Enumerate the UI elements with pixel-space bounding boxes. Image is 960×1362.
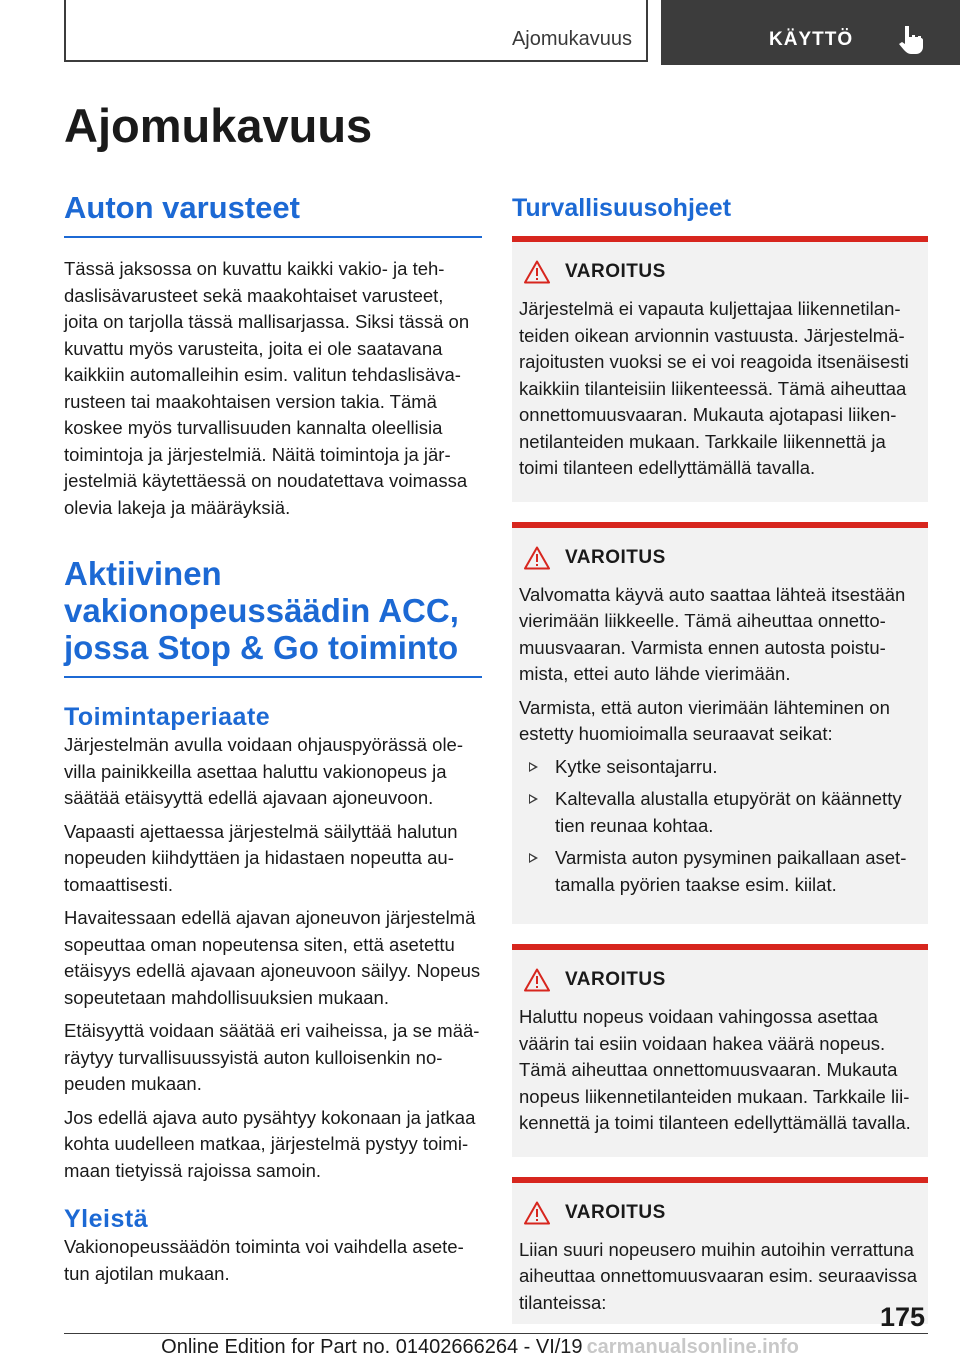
chapter-tab: [64, 0, 648, 62]
heading-principle: Toimintaperiaate: [64, 703, 271, 731]
right-column: [512, 190, 928, 1324]
warning-title: VAROITUS: [565, 969, 666, 990]
heading-safety: Turvallisuusohjeet: [512, 194, 732, 222]
heading-equipment: Auton varusteet: [64, 190, 482, 238]
warning-title: VAROITUS: [565, 1201, 666, 1223]
warning-text: Liian suuri nopeusero muihin autoihin verrattuna aiheuttaa onnettomuusvaaran esim. seuraavissa tilanteissa:: [519, 1238, 917, 1313]
warning-box: [512, 236, 928, 502]
warning-text: Haluttu nopeus voidaan vahingossa asettaa väärin tai esiin voidaan hakea väärä nopeus. Tämä aiheuttaa onnettomuusvaaran. Mukauta nopeus liikennetilanteiden mukaan. Tarkkaile liikennettä ja toimi tilanteen edellyttämällä tavalla.: [519, 1006, 911, 1133]
list-item: Varmista auton pysyminen paikallaan asettamalla pyörien taakse esim. kiilat.: [519, 845, 920, 898]
principle-paragraph: Etäisyyttä voidaan säätää eri vaiheissa, ja se määräytyy turvallisuussyistä auton kulloisenkin nopeuden mukaan.: [64, 1020, 480, 1094]
bullet-triangle-icon: [529, 794, 538, 804]
warning-triangle-icon: [524, 260, 550, 284]
warning-text: Varmista, että auton vierimään lähteminen on estetty huomioimalla seuraavat seikat:: [519, 696, 890, 744]
principle-paragraph: Järjestelmän avulla voidaan ohjauspyörässä olevilla painikkeilla asettaa haluttu vakionopeus ja säätää etäisyyttä edellä ajavaan ajoneuvoon.: [64, 734, 464, 808]
general-text: Vakionopeussäädön toiminta voi vaihdella asetetun ajotilan mukaan.: [64, 1236, 464, 1284]
list-item: Kaltevalla alustalla etupyörät on käännetty tien reunaa kohtaa.: [519, 786, 920, 839]
principle-paragraph: Vapaasti ajettaessa järjestelmä säilyttää halutun nopeuden kiihdyttäen ja hidastaen nopeutta automaattisesti.: [64, 820, 458, 895]
list-item: Kytke seisontajarru.: [519, 754, 920, 781]
warning-title: VAROITUS: [565, 546, 666, 568]
warning-triangle-icon: [524, 1201, 550, 1225]
chapter-label: Ajomukavuus: [511, 28, 632, 50]
left-column: [64, 190, 482, 1287]
principle-paragraph: Jos edellä ajava auto pysähtyy kokonaan ja jatkaa kohta uudelleen matkaa, järjestelmä pystyy toimimaan tietyissä rajoissa samoin.: [64, 1106, 476, 1181]
page-number: 175: [880, 1302, 926, 1332]
bullet-triangle-icon: [529, 762, 538, 772]
warning-triangle-icon: [524, 968, 550, 992]
warning-title: VAROITUS: [565, 261, 666, 282]
principle-paragraph: Havaitessaan edellä ajavan ajoneuvon järjestelmä sopeuttaa oman nopeutensa siten, että asetettu etäisyys edellä ajavaan ajoneuvoon säilyy. Nopeus sopeutetaan mahdollisuuksien mukaan.: [64, 907, 481, 1008]
section-tab: [661, 0, 960, 65]
section-label: KÄYTTÖ: [769, 29, 854, 50]
equipment-text: Tässä jaksossa on kuvattu kaikki vakio- ja tehdaslisävarusteet sekä maakohtaiset varusteet, joita on tarjolla tässä mallisarjassa. Siksi tässä on kuvattu myös varusteita, joita ei ole saatavana kaikkiin automalleihin esim. valitun tehdaslisävarusteen tai maakohtaisen version takia. Tämä koskee myös turvallisuuden kannalta oleellisia toimintoja ja järjestelmiä. Näitä toimintoja ja järjestelmiä käytettäessä on noudatettava voimassa olevia lakeja ja määräyksiä.: [64, 258, 470, 518]
warning-text: Valvomatta käyvä auto saattaa lähteä itsestään vierimään liikkeelle. Tämä aiheuttaa onnettomuusvaaran. Varmista ennen autosta poistumista, ettei auto lähde vierimään.: [519, 583, 906, 684]
bullet-triangle-icon: [529, 853, 538, 863]
edition-text: Online Edition for Part no. 01402666264 - VI/19: [161, 1336, 583, 1358]
warning-box: [512, 1177, 928, 1325]
page-title: Ajomukavuus: [64, 99, 373, 152]
warning-box: [512, 522, 928, 925]
warning-box: [512, 944, 928, 1157]
heading-general: Yleistä: [64, 1205, 149, 1233]
footer-divider: [64, 1333, 928, 1334]
heading-acc: Aktiivinen vakionopeussäädin ACC, jossa Stop & Go toiminto: [64, 555, 482, 678]
bullet-list: [519, 754, 920, 899]
warning-triangle-icon: [524, 546, 550, 570]
page-header: [0, 0, 960, 66]
footer: [0, 1336, 960, 1359]
hand-pointer-icon: [896, 24, 926, 54]
watermark: carmanualsonline.info: [586, 1336, 799, 1358]
warning-text: Järjestelmä ei vapauta kuljettajaa liikennetilanteiden oikean arvionnin vastuusta. Järjestelmärajoitusten vuoksi se ei voi reagoida itsenäisesti kaikkiin tilanteisiin liikenteessä. Tämä aiheuttaa onnettomuusvaaran. Mukauta ajotapasi liikennetilanteiden mukaan. Tarkkaile liikennettä ja toimi tilanteen edellyttämällä tavalla.: [519, 298, 909, 478]
